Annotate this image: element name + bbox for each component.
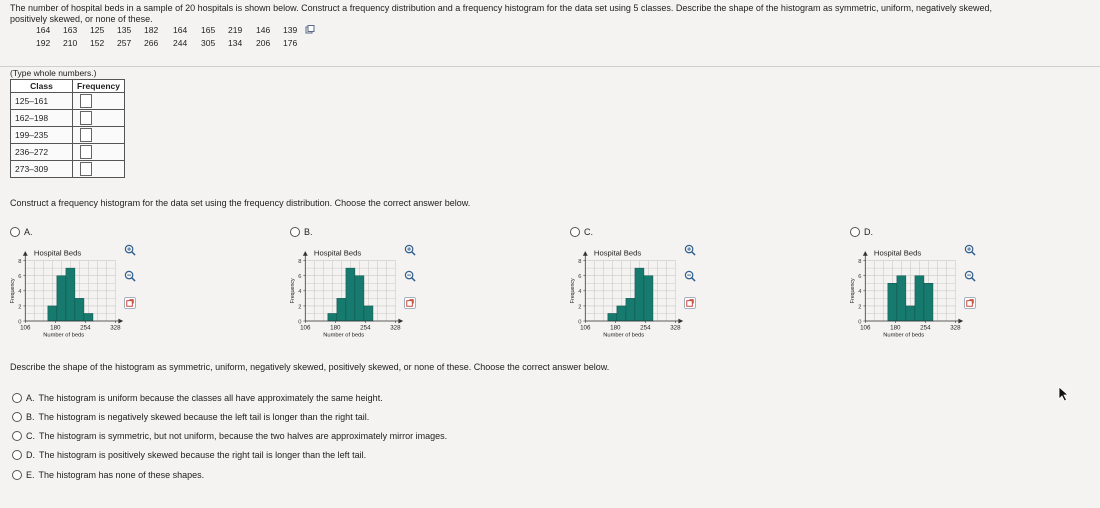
data-value: 163 (63, 25, 78, 35)
chart-title: Hospital Beds (33, 248, 82, 258)
y-tick-label: 0 (578, 319, 582, 326)
data-value: 219 (228, 25, 243, 35)
zoom-out-icon[interactable] (124, 270, 136, 282)
y-tick-label: 2 (858, 304, 862, 311)
zoom-in-icon[interactable] (684, 244, 696, 256)
x-tick-label: 106 (580, 324, 591, 332)
zoom-out-icon[interactable] (404, 270, 416, 282)
class-label: 199–235 (11, 127, 73, 144)
data-value: 134 (228, 38, 243, 48)
histogram-bar (924, 283, 933, 321)
choice-text: The histogram has none of these shapes. (38, 470, 205, 480)
x-axis-label: Number of beds (323, 332, 365, 339)
data-value: 152 (90, 38, 105, 48)
data-value: 182 (144, 25, 159, 35)
class-label: 125–161 (11, 93, 73, 110)
histogram-bar (626, 298, 635, 321)
y-tick-label: 8 (858, 258, 862, 265)
x-tick-label: 106 (860, 324, 871, 332)
histogram-chart-c (568, 238, 688, 358)
data-row-2 (36, 38, 303, 48)
popout-icon[interactable] (964, 297, 976, 309)
y-tick-label: 2 (578, 304, 582, 311)
histogram-chart-a (8, 238, 128, 358)
option-letter: C. (584, 227, 593, 237)
histogram-option-b[interactable] (290, 227, 313, 237)
y-axis-label: Frequency (9, 278, 16, 304)
histogram-chart-b (288, 238, 408, 358)
zoom-in-icon[interactable] (124, 244, 136, 256)
choice-text: The histogram is uniform because the classes all have approximately the same height. (38, 393, 383, 403)
data-value: 266 (144, 38, 159, 48)
popout-icon[interactable] (684, 297, 696, 309)
y-axis-arrow (303, 251, 308, 256)
x-axis-arrow (118, 319, 123, 324)
x-tick-label: 328 (390, 324, 401, 332)
class-header: Class (11, 80, 73, 93)
radio-button[interactable] (570, 227, 580, 237)
y-axis-arrow (583, 251, 588, 256)
table-row (11, 144, 125, 161)
histogram-bar (897, 276, 906, 321)
x-tick-label: 254 (360, 324, 371, 332)
histogram-bar (888, 283, 897, 321)
chart-title: Hospital Beds (593, 248, 642, 258)
x-tick-label: 328 (950, 324, 961, 332)
x-axis-label: Number of beds (43, 332, 85, 339)
y-tick-label: 2 (18, 304, 22, 311)
class-label: 236–272 (11, 144, 73, 161)
frequency-input[interactable] (80, 111, 92, 125)
data-value: 210 (63, 38, 78, 48)
histogram-bar (66, 268, 75, 321)
y-tick-label: 8 (578, 258, 582, 265)
data-value: 176 (283, 38, 298, 48)
option-letter: D. (864, 227, 873, 237)
data-value: 192 (36, 38, 51, 48)
shape-question: Describe the shape of the histogram as symmetric, uniform, negatively skewed, positively skewed, or none of these. Choose the correct answer below. (10, 362, 610, 372)
radio-button[interactable] (12, 450, 22, 460)
data-value: 139 (283, 25, 298, 35)
histogram-bar (617, 306, 626, 321)
histogram-bar (328, 313, 337, 321)
table-row (11, 161, 125, 178)
x-tick-label: 254 (80, 324, 91, 332)
x-axis-arrow (678, 319, 683, 324)
histogram-chart-d (848, 238, 968, 358)
zoom-in-icon[interactable] (404, 244, 416, 256)
y-tick-label: 8 (298, 258, 302, 265)
data-value: 164 (173, 25, 188, 35)
data-value: 146 (256, 25, 271, 35)
x-tick-label: 106 (20, 324, 31, 332)
histogram-bar (84, 313, 93, 321)
chart-title: Hospital Beds (873, 248, 922, 258)
y-tick-label: 2 (298, 304, 302, 311)
class-label: 162–198 (11, 110, 73, 127)
data-value: 165 (201, 25, 216, 35)
option-letter: B. (304, 227, 313, 237)
x-tick-label: 180 (890, 324, 901, 332)
frequency-input[interactable] (80, 145, 92, 159)
histogram-question: Construct a frequency histogram for the data set using the frequency distribution. Choose the correct answer below. (10, 198, 471, 208)
problem-statement (10, 3, 1100, 25)
shape-choice-d[interactable]: D. The histogram is positively skewed because the right tail is longer than the left tail. (12, 450, 366, 460)
histogram-option-a[interactable] (10, 227, 33, 237)
data-value: 135 (117, 25, 132, 35)
prompt-line-1: The number of hospital beds in a sample of 20 hospitals is shown below. Construct a frequency distribution and a frequency histogram for the data set using 5 classes. Describe the shape of the histogram as symmetric, uniform, negatively skewed, (10, 3, 993, 13)
popout-icon[interactable] (124, 297, 136, 309)
y-axis-label: Frequency (569, 278, 576, 304)
frequency-input[interactable] (80, 94, 92, 108)
histogram-bar (608, 313, 617, 321)
frequency-table (10, 79, 125, 178)
data-value: 305 (201, 38, 216, 48)
y-tick-label: 6 (298, 274, 302, 281)
histogram-bar (48, 306, 57, 321)
histogram-bar (75, 298, 84, 321)
x-axis-label: Number of beds (603, 332, 645, 339)
histogram-bar (364, 306, 373, 321)
histogram-bar (337, 298, 346, 321)
histogram-bar (57, 276, 66, 321)
radio-button[interactable] (10, 227, 20, 237)
histogram-bar (906, 306, 915, 321)
x-tick-label: 328 (110, 324, 121, 332)
y-tick-label: 4 (858, 289, 862, 296)
histogram-bar (644, 276, 653, 321)
radio-button[interactable] (12, 470, 22, 480)
x-tick-label: 180 (610, 324, 621, 332)
choice-text: The histogram is symmetric, but not uniform, because the two halves are approximately mirror images. (39, 431, 448, 441)
data-value: 244 (173, 38, 188, 48)
divider (0, 66, 1100, 67)
data-row-1 (36, 25, 315, 35)
x-tick-label: 254 (920, 324, 931, 332)
histogram-bar (355, 276, 364, 321)
class-label: 273–309 (11, 161, 73, 178)
x-tick-label: 180 (50, 324, 61, 332)
y-tick-label: 4 (18, 289, 22, 296)
x-axis-arrow (398, 319, 403, 324)
x-tick-label: 106 (300, 324, 311, 332)
y-tick-label: 6 (18, 274, 22, 281)
prompt-line-2: positively skewed, or none of these. (10, 14, 153, 24)
shape-choice-e[interactable]: E. The histogram has none of these shapes. (12, 470, 204, 480)
y-tick-label: 4 (578, 289, 582, 296)
y-axis-arrow (863, 251, 868, 256)
choice-text: The histogram is negatively skewed because the left tail is longer than the right tail. (38, 412, 370, 422)
input-hint: (Type whole numbers.) (10, 68, 97, 78)
x-tick-label: 254 (640, 324, 651, 332)
frequency-input[interactable] (80, 128, 92, 142)
histogram-bar (635, 268, 644, 321)
zoom-out-icon[interactable] (964, 270, 976, 282)
x-axis-arrow (958, 319, 963, 324)
radio-button[interactable] (290, 227, 300, 237)
data-value: 164 (36, 25, 51, 35)
zoom-out-icon[interactable] (684, 270, 696, 282)
y-axis-arrow (23, 251, 28, 256)
shape-choice-c[interactable]: C. The histogram is symmetric, but not uniform, because the two halves are approximately mirror images. (12, 431, 447, 441)
copy-data-icon[interactable] (305, 25, 315, 34)
histogram-option-c[interactable] (570, 227, 593, 237)
histogram-option-d[interactable] (850, 227, 873, 237)
data-value: 257 (117, 38, 132, 48)
table-row (11, 110, 125, 127)
frequency-header: Frequency (73, 80, 125, 93)
choice-text: The histogram is positively skewed because the right tail is longer than the left tail. (39, 450, 367, 460)
radio-button[interactable] (12, 431, 22, 441)
frequency-input[interactable] (80, 162, 92, 176)
y-tick-label: 0 (18, 319, 22, 326)
radio-button[interactable] (850, 227, 860, 237)
radio-button[interactable] (12, 393, 22, 403)
mouse-cursor-icon (1058, 386, 1070, 402)
x-tick-label: 328 (670, 324, 681, 332)
table-row (11, 127, 125, 144)
y-axis-label: Frequency (289, 278, 296, 304)
y-tick-label: 4 (298, 289, 302, 296)
zoom-in-icon[interactable] (964, 244, 976, 256)
shape-choice-b[interactable]: B. The histogram is negatively skewed because the left tail is longer than the right tail. (12, 412, 369, 422)
histogram-bar (346, 268, 355, 321)
chart-title: Hospital Beds (313, 248, 362, 258)
histogram-bar (915, 276, 924, 321)
option-letter: A. (24, 227, 33, 237)
radio-button[interactable] (12, 412, 22, 422)
shape-choice-a[interactable]: A. The histogram is uniform because the classes all have approximately the same height. (12, 393, 383, 403)
y-axis-label: Frequency (849, 278, 856, 304)
y-tick-label: 6 (578, 274, 582, 281)
x-tick-label: 180 (330, 324, 341, 332)
y-tick-label: 0 (858, 319, 862, 326)
y-tick-label: 6 (858, 274, 862, 281)
y-tick-label: 8 (18, 258, 22, 265)
y-tick-label: 0 (298, 319, 302, 326)
popout-icon[interactable] (404, 297, 416, 309)
data-value: 206 (256, 38, 271, 48)
data-value: 125 (90, 25, 105, 35)
table-row (11, 93, 125, 110)
x-axis-label: Number of beds (883, 332, 925, 339)
